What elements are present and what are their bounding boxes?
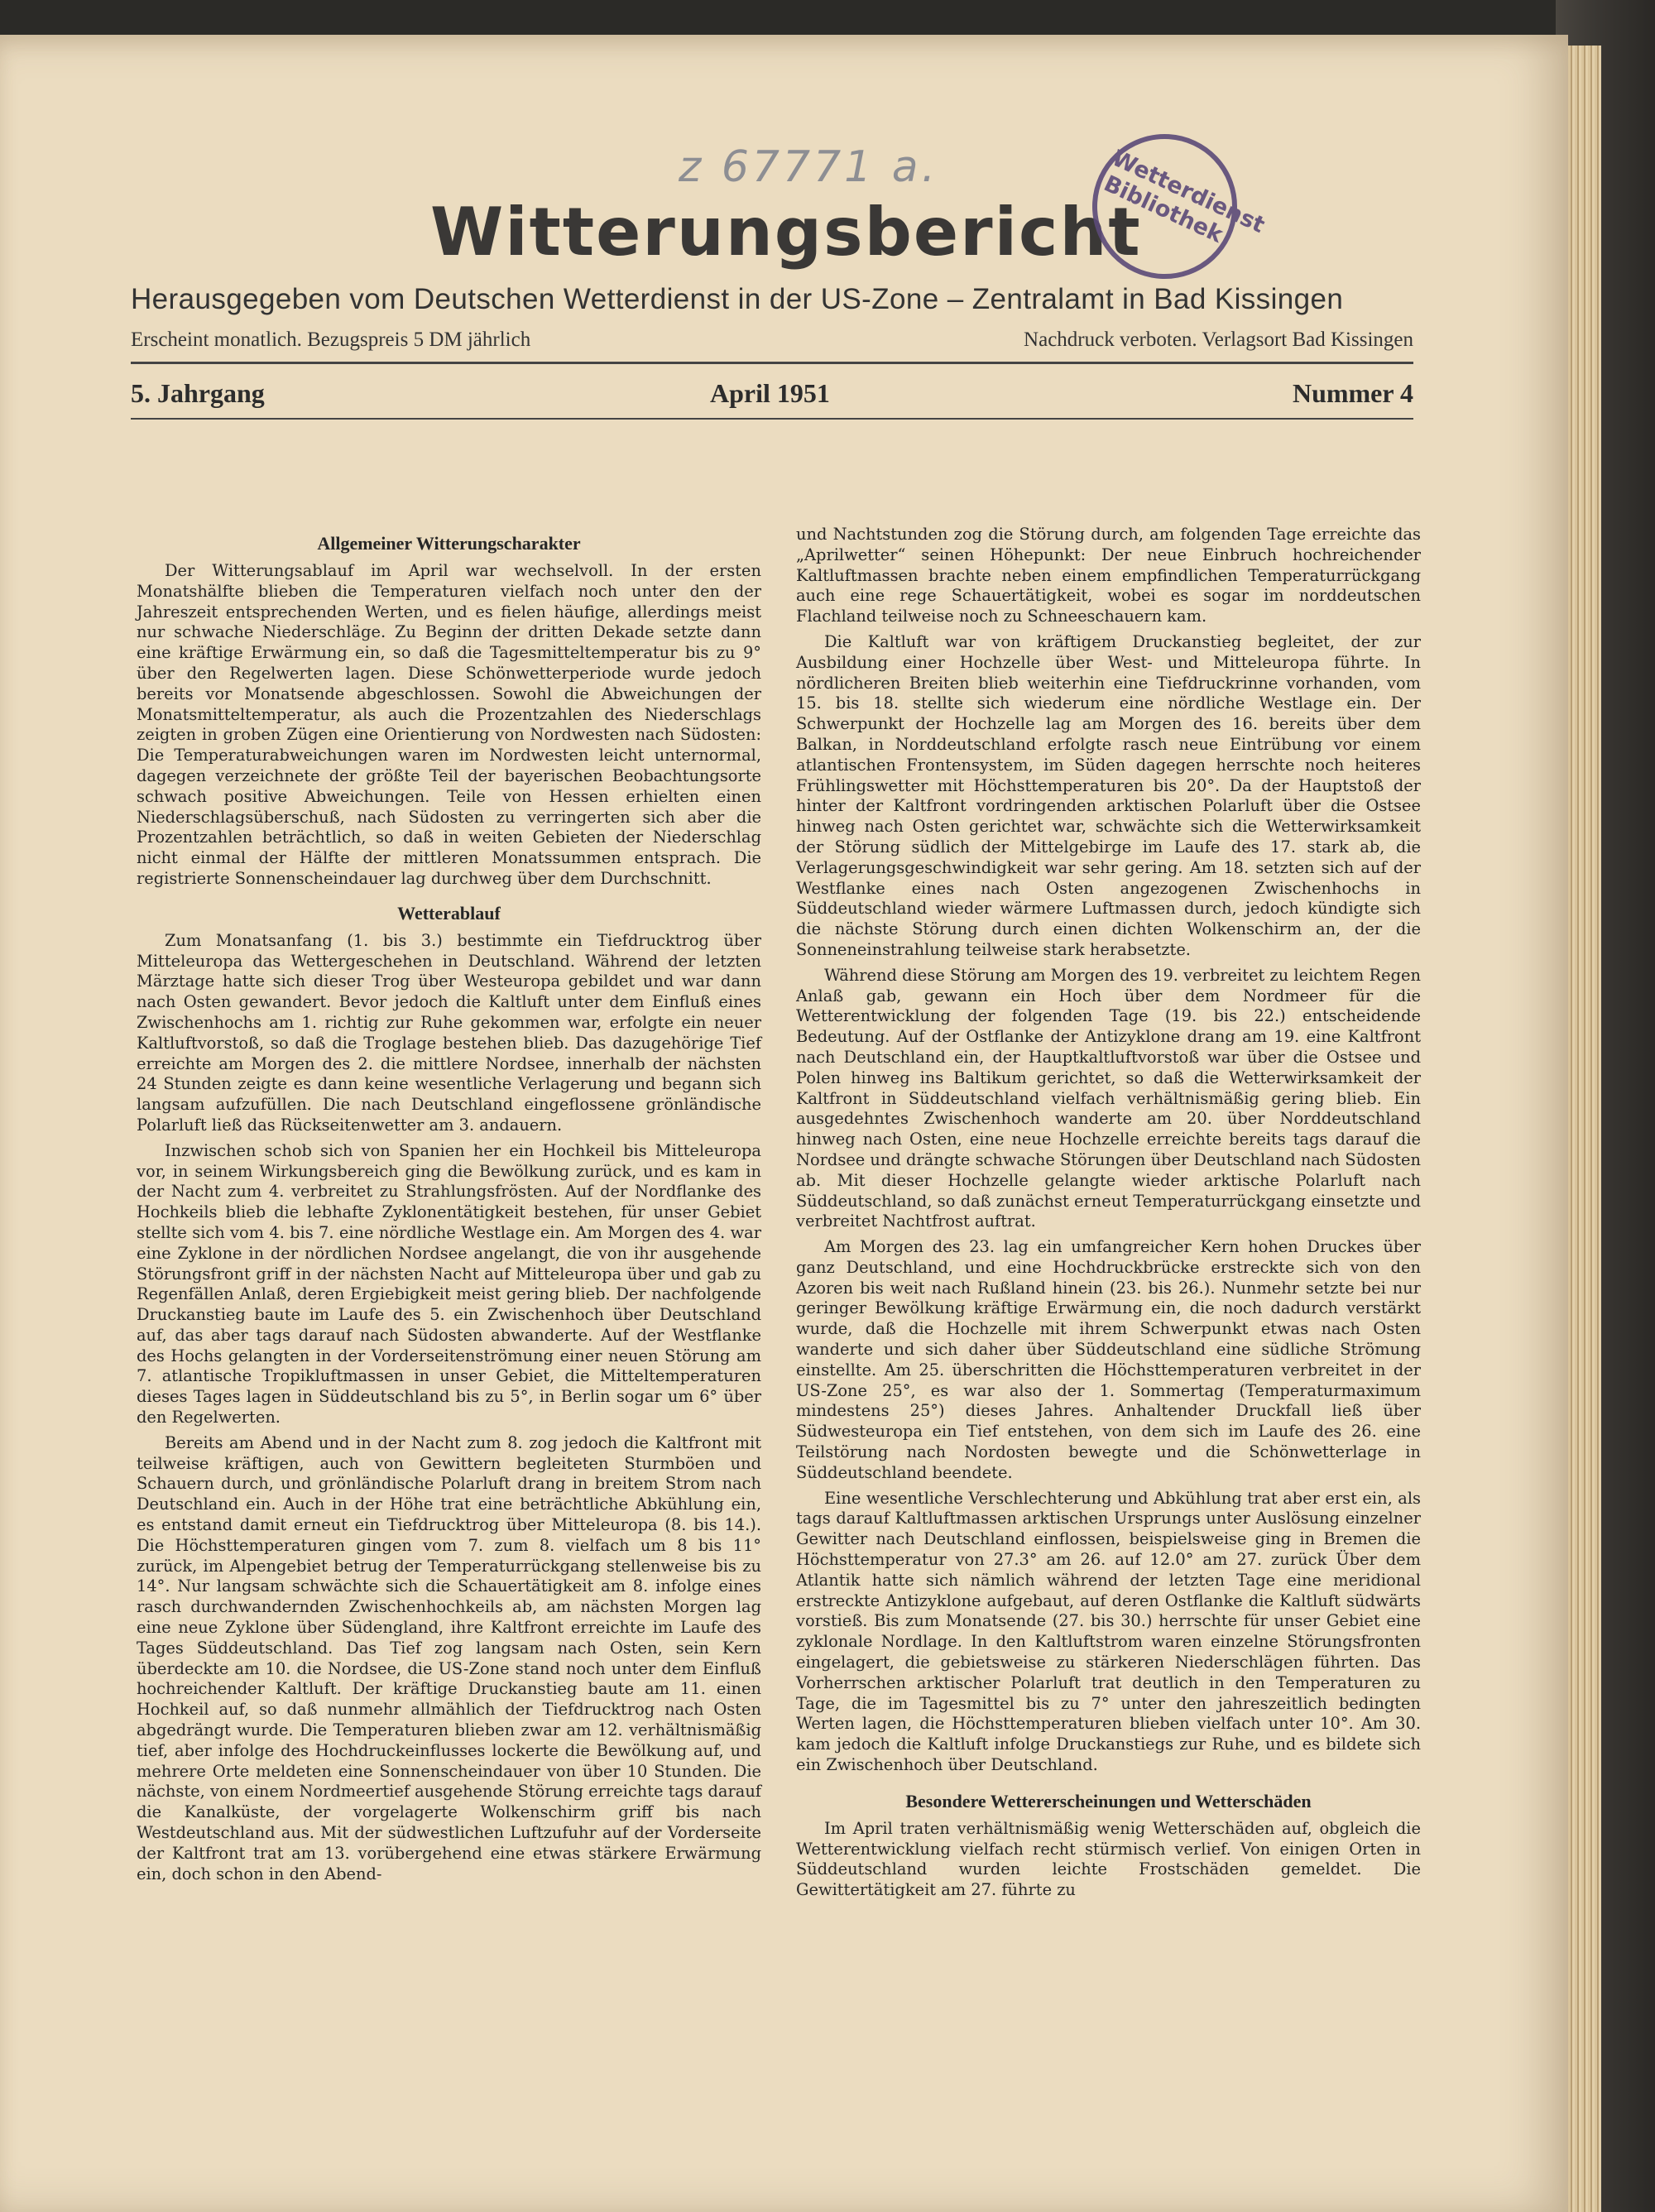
paragraph: Der Witterungsablauf im April war wechselvoll. In der ersten Monatshälfte blieben die Temperaturen vielfach noch unter den der Jahreszeit entsprechenden Werten, und es fielen häufige, allerdings meist nur schwache Niederschläge. Zu Beginn der dritten Dekade setzte dann eine kräftige Erwärmung ein, so daß die Tagesmitteltemperatur bis zu 9° über den Regelwerten lagen. Diese Schönwetterperiode wurde jedoch bereits vor Monatsende abgeschlossen. Sowohl die Abweichungen der Monatsmitteltemperatur, als auch die Prozentzahlen des Niederschlags zeigten in groben Zügen eine Orientierung von Nordwesten nach Südosten: Die Temperaturabweichungen waren im Nordwesten leicht unternormal, dagegen verzeichnete der größte Teil der bayerischen Beobachtungsorte schwach positive Abweichungen. Teile von Hessen erhielten einen Niederschlagsüberschuß, nach Südosten zu verringerten sich aber die Prozentzahlen beträchtlich, so daß in weiten Gebieten der Niederschlag nicht einmal der Hälfte der mittleren Monatssummen entsprach. Die registrierte Sonnenscheindauer lag durchweg über dem Durchschnitt. (137, 561, 761, 888)
library-stamp: Wetterdienst Bibliothek (1068, 110, 1261, 303)
reprint-notice: Nachdruck verboten. Verlagsort Bad Kissingen (1024, 329, 1413, 351)
right-column (796, 525, 1421, 1901)
section-heading-special-events: Besondere Wettererscheinungen und Wetterschäden (905, 1790, 1312, 1811)
paragraph: Während diese Störung am Morgen des 19. verbreitet zu leichtem Regen Anlaß gab, gewann ein Hoch über dem Nordmeer für die Wetterentwicklung der folgenden Tage (19. bis 22.) entscheidende Bedeutung. Auf der Ostflanke der Antizyklone drang am 19. eine Kaltfront nach Deutschland ein, der Hauptkaltluftvorstoß war über die Ostsee und Polen hinweg ins Baltikum gerichtet, so daß die Wetterwirksamkeit der Kaltfront in Süddeutschland vielfach verhältnismäßig gering blieb. Ein ausgedehntes Zwischenhoch wanderte am 20. über Norddeutschland hinweg nach Osten, eine neue Hochzelle erreichte bereits tags darauf die Nordsee und drängte schwache Störungen über Deutschland nach Südosten ab. Mit dieser Hochzelle gelangte wieder arktische Polarluft nach Süddeutschland, so daß zunächst erneut Temperaturrückgang einsetzte und verbreitet Nachtfrost auftrat. (796, 965, 1421, 1231)
paragraph: Im April traten verhältnismäßig wenig Wetterschäden auf, obgleich die Wetterentwicklung vielfach recht stürmisch verlief. Von einigen Orten in Süddeutschland wurden leichte Frostschäden gemeldet. Die Gewittertätigkeit am 27. führte zu (796, 1818, 1421, 1900)
paragraph: Bereits am Abend und in der Nacht zum 8. zog jedoch die Kaltfront mit teilweise kräftigen, auch von Gewittern begleiteten Sturmböen und Schauern durch, und grönländische Polarluft drang in breitem Strom nach Deutschland ein. Auch in der Höhe trat eine beträchtliche Abkühlung ein, es entstand damit erneut ein Tiefdrucktrog über Mitteleuropa (8. bis 14.). Die Höchsttemperaturen gingen vom 7. zum 8. vielfach um 8 bis 11° zurück, im Alpengebiet betrug der Temperaturrückgang stellenweise bis zu 14°. Nur langsam schwächte sich die Schauertätigkeit am 8. infolge eines rasch durchwandernden Zwischenhochkeils ab, am nächsten Morgen lag eine neue Zyklone über Südengland, ihre Kaltfront erreichte im Laufe des Tages Süddeutschland. Das Tief zog langsam nach Osten, sein Kern überdeckte am 10. die Nordsee, die US-Zone stand noch unter dem Einfluß hochreichender Kaltluft. Der kräftige Druckanstieg baute am 11. einen Hochkeil auf, so daß nunmehr allmählich der Tiefdrucktrog nach Osten abgedrängt wurde. Die Temperaturen blieben zwar am 12. verhältnismäßig tief, aber infolge des Hochdruckeinflusses lockerte die Bewölkung auf, und mehrere Orte meldeten eine Sonnenscheindauer von über 10 Stunden. Die nächste, von einem Nordmeertief ausgehende Störung erreichte tags darauf die Kanalküste, der vorgelagerte Wolkenschirm griff bis nach Westdeutschland aus. Mit der südwestlichen Luftzufuhr auf der Vorderseite der Kaltfront trat am 13. vorübergehend eine etwas stärkere Erwärmung ein, doch schon in den Abend- (137, 1432, 761, 1883)
left-column (137, 531, 761, 1884)
document-page (0, 35, 1568, 2212)
paragraph: Die Kaltluft war von kräftigem Druckanstieg begleitet, der zur Ausbildung einer Hochzelle über West- und Mitteleuropa führte. In nördlicheren Breiten blieb weiterhin eine Tiefdruckrinne vorhanden, vom 15. bis 18. stellte sich wiederum eine nördliche Westlage ein. Der Schwerpunkt der Hochzelle lag am Morgen des 16. bereits über dem Balkan, in Norddeutschland erfolgte rasch neue Eintrübung vor einem atlantischen Frontensystem, im Süden dagegen herrschte noch heiteres Frühlingswetter mit Höchsttemperaturen bis 20°. Da der Hauptstoß der hinter der Kaltfront vordringenden arktischen Polarluft über die Ostsee hinweg nach Osten gerichtet war, schwächte sich die Wetterwirksamkeit der Störung südlich der Mittelgebirge im Laufe des 17. stark ab, die Verlagerungsgeschwindigkeit war sehr gering. Am 18. setzten sich auf der Westflanke eines nach Osten angezogenen Zwischenhochs in Süddeutschland wieder wärmere Luftmassen durch, jedoch kündigte sich die nächste Störung durch einen dichten Wolkenschirm an, der die Sonneneinstrahlung teilweise stark herabsetzte. (796, 631, 1421, 959)
subscription-info: Erscheint monatlich. Bezugspreis 5 DM jährlich (131, 329, 531, 351)
publisher-line: Herausgegeben vom Deutschen Wetterdienst in der US-Zone – Zentralamt in Bad Kissingen (131, 283, 1344, 315)
issue-number: Nummer 4 (1292, 378, 1413, 408)
volume-label: 5. Jahrgang (131, 378, 265, 408)
header-rule-bottom (131, 418, 1413, 420)
paragraph: Eine wesentliche Verschlechterung und Abkühlung trat aber erst ein, als tags darauf Kaltluftmassen arktischen Ursprungs unter Auslösung einzelner Gewitter nach Deutschland einflossen, beispielsweise ging in Bremen die Höchsttemperatur von 27.3° am 26. auf 12.0° am 27. zurück Über dem Atlantik hatte sich nämlich während der letzten Tage eine meridional erstreckte Antizyklone aufgebaut, auf deren Ostflanke die Kaltluft südwärts vorstieß. Bis zum Monatsende (27. bis 30.) herrschte für unser Gebiet eine zyklonale Nordlage. In den Kaltluftstrom waren einzelne Störungsfronten eingelagert, die gebietsweise zu stärkeren Niederschlägen führten. Das Vorherrschen arktischer Polarluft trat deutlich in den Temperaturen zu Tage, die im Tagesmittel bis zu 7° unter den jahreszeitlich bedingten Werten lagen, die Höchsttemperaturen blieben vielfach unter 10°. Am 30. kam jedoch die Kaltluft infolge Druckanstiegs zur Ruhe, und es bildete sich ein Zwischenhoch über Deutschland. (796, 1488, 1421, 1775)
paragraph: Am Morgen des 23. lag ein umfangreicher Kern hohen Druckes über ganz Deutschland, und eine Hochdruckbrücke erstreckte sich von den Azoren bis weit nach Rußland hinein (23. bis 26.). Nunmehr setzte bei nur geringer Bewölkung kräftige Erwärmung ein, die noch dadurch verstärkt wurde, daß die Hochzelle mit ihrem Schwerpunkt etwas nach Osten wanderte und sich daher über Süddeutschland eine südliche Strömung einstellte. Am 25. überschritten die Höchsttemperaturen verbreitet in der US-Zone 25°, es war also der 1. Sommertag (Temperaturmaximum mindestens 25°) dieses Jahres. Anhaltender Druckfall ließ über Südwesteuropa ein Tief entstehen, von dem sich im Laufe des 26. eine Teilstörung nach Nordosten bewegte und die Schönwetterlage in Süddeutschland beendete. (796, 1237, 1421, 1482)
page-edges (1568, 46, 1601, 2212)
section-heading-character: Allgemeiner Witterungscharakter (317, 533, 581, 554)
issue-date: April 1951 (710, 378, 830, 408)
paragraph: und Nachtstunden zog die Störung durch, am folgenden Tage erreichte das „Aprilwetter“ seinen Höhepunkt: Der neue Einbruch hochreichender Kaltluftmassen brachte neben einem empfindlichen Temperaturrückgang auch eine rege Schauertätigkeit, wobei es sogar im norddeutschen Flachland teilweise noch zu Schneeschauern kam. (796, 525, 1421, 626)
paragraph: Inzwischen schob sich von Spanien her ein Hochkeil bis Mitteleuropa vor, in seinem Wirkungsbereich ging die Bewölkung zurück, und es kam in der Nacht zum 4. verbreitet zu Strahlungsfrösten. Auf der Nordflanke des Hochkeils blieb die lebhafte Zyklonentätigkeit bestehen, für unser Gebiet stellte sich vom 4. bis 7. eine nördliche Westlage ein. Am Morgen des 4. war eine Zyklone in der nördlichen Nordsee angelangt, die von ihr ausgehende Störungsfront griff in der nächsten Nacht auf Mitteleuropa über und gab zu Regenfällen Anlaß, deren Ergiebigkeit meist gering blieb. Der nachfolgende Druckanstieg baute im Laufe des 5. ein Zwischenhoch über Deutschland auf, das aber tags darauf nach Südosten abwanderte. Auf der Westflanke des Hochs gelangten in der Vorderseitenströmung einer neuen Störung am 7. atlantische Tropikluftmassen in unser Gebiet, die Mitteltemperaturen dieses Tages lagen in Süddeutschland bis zu 5°, in Berlin sogar um 6° über den Regelwerten. (137, 1140, 761, 1427)
section-heading-weather-course: Wetterablauf (397, 902, 501, 924)
publication-title: Witterungsbericht (430, 194, 1142, 271)
paragraph: Zum Monatsanfang (1. bis 3.) bestimmte ein Tiefdrucktrog über Mitteleuropa das Wettergeschehen in Deutschland. Während der letzten Märztage hatte sich dieser Trog über Westeuropa gebildet und war dann nach Osten gewandert. Bevor jedoch die Kaltluft unter dem Einfluß eines Zwischenhochs am 1. richtig zur Ruhe gekommen war, erfolgte ein neuer Kaltluftvorstoß, so daß die Troglage bestehen blieb. Das dazugehörige Tief erreichte am Morgen des 2. die mittlere Nordsee, innerhalb der nächsten 24 Stunden zeigte es dann keine wesentliche Verlagerung und begann sich langsam aufzufüllen. Die nach Deutschland eingeflossene grönländische Polarluft ließ das Rückseitenwetter am 3. andauern. (137, 930, 761, 1135)
handwritten-shelf-mark: z 67771 a. (679, 142, 939, 192)
header-rule-top (131, 362, 1413, 364)
